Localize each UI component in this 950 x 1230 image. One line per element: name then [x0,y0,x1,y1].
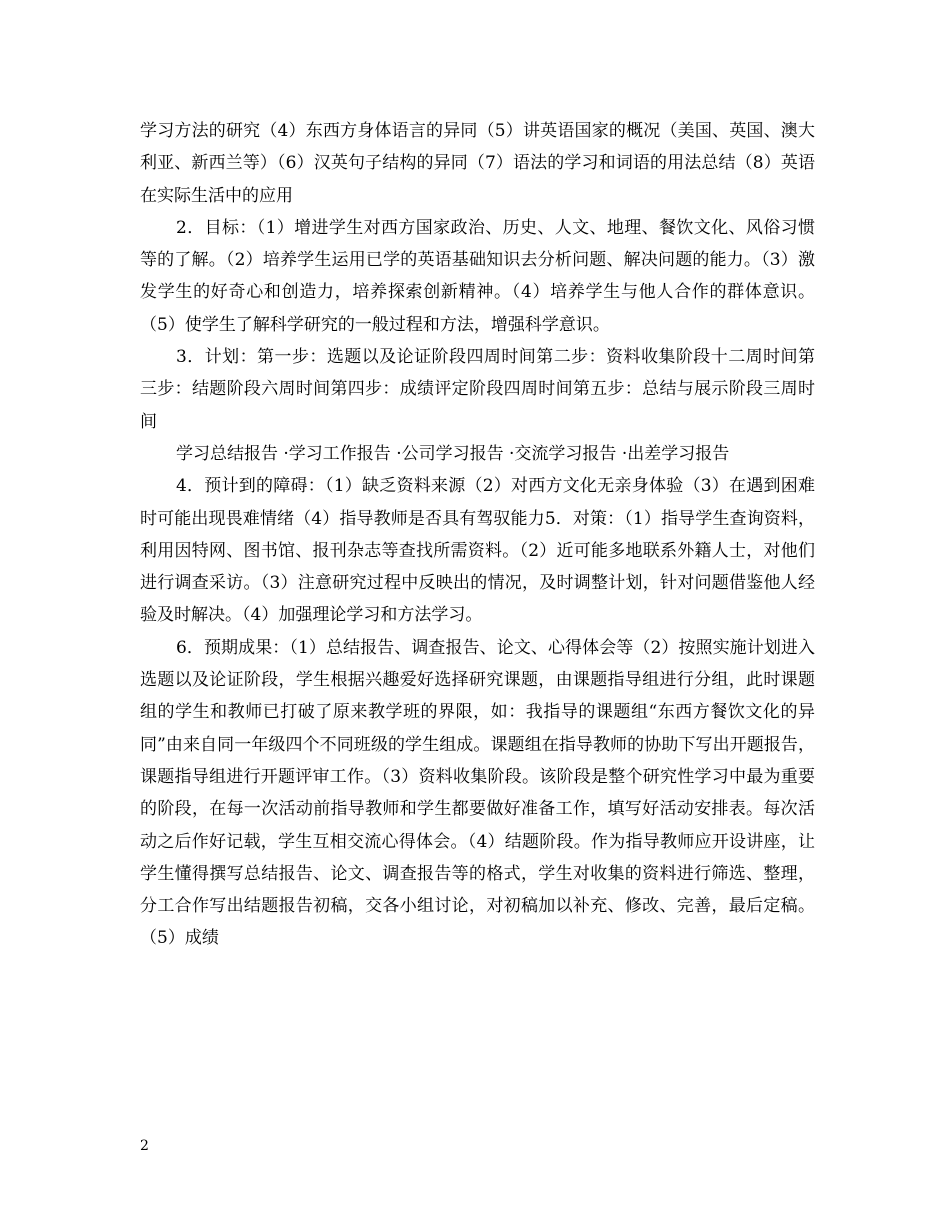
paragraph-topics-continued: 学习方法的研究（4）东西方身体语言的异同（5）讲英语国家的概况（美国、英国、澳大利亚、新西兰等）（6）汉英句子结构的异同（7）语法的学习和词语的用法总结（8）英语在实际生活中的应用 [140,121,815,206]
page-number: 2 [140,1138,149,1154]
paragraph-plan: 3．计划：第一步：选题以及论证阶段四周时间第二步：资料收集阶段十二周时间第三步：结题阶段六周时间第四步：成绩评定阶段四周时间第五步：总结与展示阶段三周时间 [140,347,815,432]
paragraph-goals: 2．目标：（1）增进学生对西方国家政治、历史、人文、地理、餐饮文化、风俗习惯等的了解。（2）培养学生运用已学的英语基础知识去分析问题、解决问题的能力。（3）激发学生的好奇心和创造力，培养探索创新精神。（4）培养学生与他人合作的群体意识。（5）使学生了解科学研究的一般过程和方法，增强科学意识。 [140,217,815,335]
paragraph-obstacles-and-measures: 4．预计到的障碍：（1）缺乏资料来源（2）对西方文化无亲身体验（3）在遇到困难时可能出现畏难情绪（4）指导教师是否具有驾驭能力5．对策：（1）指导学生查询资料，利用因特网、图书馆、报刊杂志等查找所需资料。（2）近可能多地联系外籍人士，对他们进行调查采访。（3）注意研究过程中反映出的情况，及时调整计划，针对问题借鉴他人经验及时解决。（4）加强理论学习和方法学习。 [140,476,815,626]
paragraph-expected-results: 6．预期成果：（1）总结报告、调查报告、论文、心得体会等（2）按照实施计划进入选题以及论证阶段，学生根据兴趣爱好选择研究课题，由课题指导组进行分组，此时课题组的学生和教师已打破了原来教学班的界限，如：我指导的课题组“东西方餐饮文化的异同”由来自同一年级四个不同班级的学生组成。课题组在指导教师的协助下写出开题报告，课题指导组进行开题评审工作。（3）资料收集阶段。该阶段是整个研究性学习中最为重要的阶段，在每一次活动前指导教师和学生都要做好准备工作，填写好活动安排表。每次活动之后作好记载，学生互相交流心得体会。（4）结题阶段。作为指导教师应开设讲座，让学生懂得撰写总结报告、论文、调查报告等的格式，学生对收集的资料进行筛选、整理，分工合作写出结题报告初稿，交各小组讨论，对初稿加以补充、修改、完善，最后定稿。（5）成绩 [140,637,815,949]
paragraph-related-links: 学习总结报告 ·学习工作报告 ·公司学习报告 ·交流学习报告 ·出差学习报告 [176,443,730,464]
page-body [140,115,815,955]
